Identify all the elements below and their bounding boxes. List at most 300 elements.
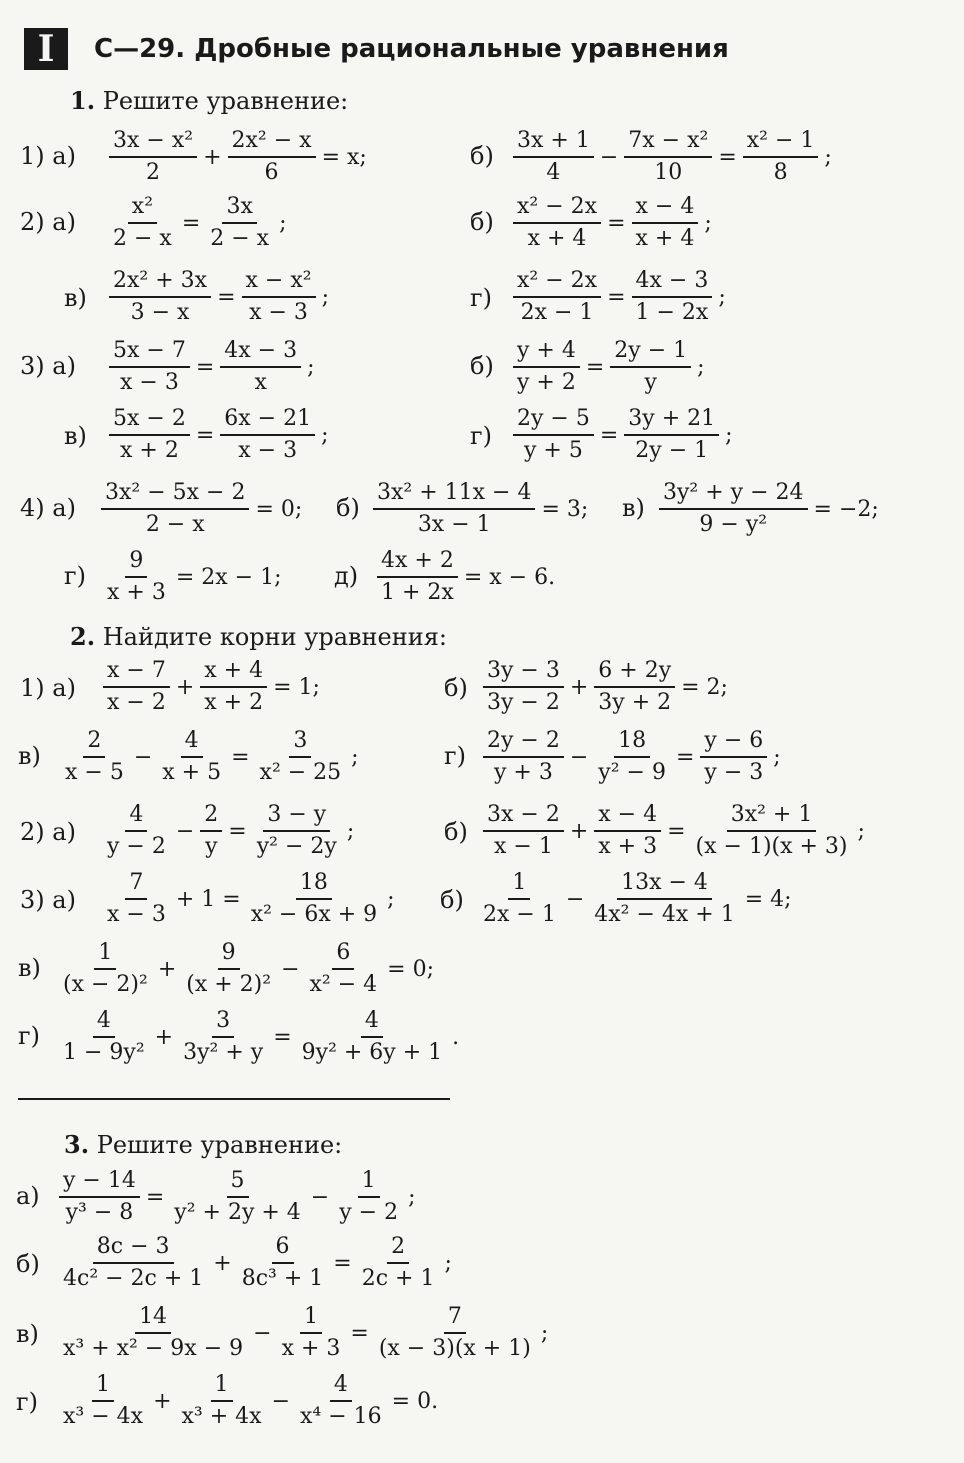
page-title: С—29. Дробные рациональные уравнения [94, 34, 729, 64]
label-s1-2g: г) [470, 284, 492, 312]
equation-s1-3b [510, 336, 708, 398]
fraction-denominator: (x − 1)(x + 3) [695, 834, 848, 859]
equation-s3-v [56, 1302, 551, 1364]
equation-text: = 0; [387, 956, 434, 982]
fraction-numerator: 18 [296, 868, 332, 900]
equation-text: = [273, 1024, 292, 1050]
equation-text: ; [279, 210, 287, 236]
fraction-denominator: 2x − 1 [520, 300, 594, 325]
fraction [59, 1232, 207, 1294]
fraction-numerator: 1 [211, 1370, 233, 1402]
fraction-numerator: 3x² − 5x − 2 [101, 478, 249, 510]
label-s1-3b: б) [470, 352, 494, 380]
label-s2-3g: г) [18, 1022, 40, 1050]
fraction-numerator: 4 [93, 1006, 115, 1038]
label-s1-4v: в) [622, 494, 645, 522]
fraction-numerator: x − 7 [103, 656, 170, 688]
fraction-denominator: (x − 3)(x + 1) [378, 1336, 531, 1361]
equation-text: + [569, 674, 589, 700]
fraction [200, 800, 222, 862]
fraction [182, 938, 275, 1000]
fraction-numerator: 6 [272, 1232, 294, 1264]
fraction-denominator: x³ + 4x [181, 1404, 262, 1429]
equation-text: + [175, 674, 195, 700]
label-s2-2a: 2) а) [20, 818, 76, 846]
equation-text: ; [346, 818, 355, 844]
equation-s1-4b [370, 478, 591, 540]
equation-s1-2b [510, 192, 715, 254]
fraction-numerator: 18 [614, 726, 650, 758]
equation-s1-1b [510, 126, 835, 188]
equation-text: − [599, 144, 619, 170]
fraction-denominator: x³ + x² − 9x − 9 [63, 1336, 244, 1361]
fraction [298, 1006, 447, 1068]
fraction-denominator: (x + 2)² [186, 972, 272, 997]
section-1-heading [70, 86, 348, 115]
fraction-denominator: x − 3 [249, 300, 308, 325]
fraction [220, 336, 301, 398]
equation-text: − [271, 1388, 290, 1414]
fraction-numerator: x − x² [242, 266, 316, 298]
fraction-denominator: 3x − 1 [417, 512, 491, 537]
fraction [594, 726, 670, 788]
equation-text: = 2; [681, 674, 728, 700]
fraction [59, 1006, 149, 1068]
fraction [335, 1166, 402, 1228]
fraction [256, 726, 346, 788]
fraction [306, 938, 382, 1000]
fraction-denominator: x + 3 [107, 580, 166, 605]
fraction [59, 1302, 247, 1364]
fraction-numerator: 3y² + y − 24 [659, 478, 808, 510]
equation-text: + 1 = [175, 886, 241, 912]
equation-s2-1g [480, 726, 784, 788]
fraction-numerator: x − 4 [632, 192, 699, 224]
equation-s1-3v [106, 404, 332, 466]
fraction-numerator: 2x² − x [228, 126, 316, 158]
label-s1-1b: б) [470, 142, 494, 170]
equation-s1-2v [106, 266, 332, 328]
section-3-number: 3. [64, 1130, 90, 1159]
fraction [206, 192, 273, 254]
fraction-denominator: x² − 25 [259, 760, 342, 785]
fraction [632, 266, 713, 328]
label-s1-3a: 3) а) [20, 352, 76, 380]
equation-text: = [228, 818, 247, 844]
fraction [109, 336, 190, 398]
fraction [296, 1370, 386, 1432]
fraction [590, 868, 738, 930]
fraction-denominator: x − 2 [107, 690, 166, 715]
equation-text: ; [321, 284, 329, 310]
equation-text: − [175, 818, 195, 844]
fraction-denominator: y² − 2y [256, 834, 337, 859]
equation-text: ; [444, 1250, 452, 1276]
fraction-numerator: 2y − 5 [513, 404, 594, 436]
fraction-numerator: 3y − 3 [483, 656, 564, 688]
fraction [170, 1166, 305, 1228]
fraction-denominator: y − 2 [107, 834, 166, 859]
fraction-denominator: 6 [264, 160, 279, 185]
fraction [632, 192, 699, 254]
fraction [59, 1370, 147, 1432]
fraction [178, 1370, 266, 1432]
label-s1-1a: 1) а) [20, 142, 76, 170]
equation-text: = 0. [391, 1388, 439, 1414]
equation-text: + [153, 1388, 172, 1414]
fraction-numerator: 2 [200, 800, 222, 832]
fraction-denominator: y [644, 370, 657, 395]
fraction [513, 126, 594, 188]
fraction [238, 1232, 328, 1294]
fraction-numerator: 2y − 1 [610, 336, 691, 368]
fraction-denominator: x − 5 [65, 760, 124, 785]
fraction-denominator: 2y − 1 [635, 438, 709, 463]
equation-text: = [599, 422, 619, 448]
label-s3-b: б) [16, 1250, 40, 1278]
equation-text: ; [540, 1320, 549, 1346]
fraction [59, 1166, 140, 1228]
fraction-denominator: x − 1 [494, 834, 553, 859]
equation-text: ; [725, 422, 733, 448]
label-s1-2v: в) [64, 284, 87, 312]
label-s1-4b: б) [336, 494, 360, 522]
fraction-denominator: 8c³ + 1 [241, 1266, 324, 1291]
fraction-numerator: 4 [330, 1370, 352, 1402]
label-s1-2b: б) [470, 208, 494, 236]
fraction-denominator: x³ − 4x [63, 1404, 144, 1429]
equation-text: = [217, 284, 236, 310]
fraction-numerator: 3 − y [263, 800, 330, 832]
fraction [109, 126, 197, 188]
fraction-numerator: 4x − 3 [220, 336, 301, 368]
fraction-numerator: 4x − 3 [632, 266, 713, 298]
label-s1-3g: г) [470, 422, 492, 450]
equation-text: + [569, 818, 589, 844]
equation-s1-3g [510, 404, 736, 466]
fraction-numerator: x² [128, 192, 157, 224]
fraction [513, 336, 580, 398]
label-s2-1v: в) [18, 742, 41, 770]
equation-text: = [675, 744, 695, 770]
fraction-denominator: 10 [654, 160, 683, 185]
fraction-denominator: 8 [773, 160, 788, 185]
label-s2-3v: в) [18, 954, 41, 982]
label-s3-g: г) [16, 1388, 38, 1416]
equation-text: − [569, 744, 589, 770]
equation-text: = [145, 1184, 165, 1210]
equation-s1-4v [656, 478, 882, 540]
equation-text: = [195, 422, 215, 448]
fraction-denominator: y² − 9 [598, 760, 666, 785]
fraction [513, 266, 601, 328]
fraction [594, 656, 675, 718]
section-1-number: 1. [70, 86, 96, 115]
label-s1-4d: д) [334, 562, 359, 590]
fraction-numerator: 3y + 21 [624, 404, 719, 436]
fraction [743, 126, 819, 188]
fraction [278, 1302, 345, 1364]
equation-s1-4a [98, 478, 305, 540]
fraction [158, 726, 225, 788]
fraction-denominator: y + 3 [493, 760, 553, 785]
equation-text: = −2; [813, 496, 879, 522]
section-2-title: Найдите корни уравнения: [102, 623, 447, 651]
equation-s2-3a [100, 868, 398, 930]
fraction-denominator: x + 4 [527, 226, 587, 251]
fraction-numerator: x² − 2x [513, 266, 601, 298]
equation-text: = [718, 144, 737, 170]
fraction [109, 266, 211, 328]
label-s2-1g: г) [444, 742, 466, 770]
equation-s2-3v [56, 938, 437, 1000]
fraction-denominator: 3y + 2 [598, 690, 672, 715]
fraction [253, 800, 341, 862]
fraction [103, 546, 170, 608]
fraction-denominator: y − 2 [339, 1200, 399, 1225]
label-s1-4a: 4) а) [20, 494, 76, 522]
equation-text: = [607, 284, 626, 310]
fraction-numerator: 3x − x² [109, 126, 197, 158]
fraction-numerator: 9 [218, 938, 240, 970]
equation-text: − [310, 1184, 330, 1210]
section-2-heading [70, 622, 447, 651]
divider-line [18, 1098, 450, 1100]
equation-text: . [452, 1024, 460, 1050]
equation-s2-1b [480, 656, 731, 718]
equation-text: = 4; [744, 886, 792, 912]
fraction-numerator: 2x² + 3x [109, 266, 211, 298]
fraction [624, 126, 712, 188]
equation-text: = x − 6. [463, 564, 556, 590]
fraction-numerator: 6 + 2y [594, 656, 675, 688]
equation-text: ; [307, 354, 315, 380]
equation-s2-2a [100, 800, 357, 862]
fraction-denominator: 3 − x [130, 300, 190, 325]
fraction-denominator: 2 − x [145, 512, 205, 537]
equation-text: = [181, 210, 201, 236]
fraction [375, 1302, 535, 1364]
fraction [200, 656, 267, 718]
fraction-denominator: x + 3 [281, 1336, 341, 1361]
fraction-denominator: x + 3 [598, 834, 658, 859]
fraction-denominator: y + 5 [523, 438, 583, 463]
fraction [377, 546, 458, 608]
fraction [483, 656, 564, 718]
equation-text: ; [773, 744, 781, 770]
fraction-numerator: 2 [387, 1232, 409, 1264]
label-s1-3v: в) [64, 422, 87, 450]
fraction [479, 868, 560, 930]
equation-text: = [350, 1320, 369, 1346]
fraction-numerator: 3x − 2 [483, 800, 564, 832]
equation-text: − [281, 956, 300, 982]
fraction [624, 404, 719, 466]
equation-s1-4g [100, 546, 285, 608]
fraction-numerator: 3 [212, 1006, 234, 1038]
fraction-numerator: 1 [358, 1166, 380, 1198]
fraction-denominator: 1 + 2x [381, 580, 454, 605]
fraction [103, 800, 170, 862]
equation-s2-1v [58, 726, 362, 788]
equation-text: = [607, 210, 626, 236]
fraction [103, 868, 170, 930]
equation-s2-1a [100, 656, 323, 718]
fraction-denominator: y [205, 834, 218, 859]
fraction-numerator: 4x + 2 [377, 546, 458, 578]
fraction-numerator: 3 [289, 726, 311, 758]
equation-text: − [565, 886, 585, 912]
fraction [109, 192, 176, 254]
section-badge: I [24, 28, 68, 70]
fraction-numerator: 5 [227, 1166, 249, 1198]
fraction [358, 1232, 439, 1294]
label-s2-3b: б) [440, 886, 464, 914]
fraction-denominator: x + 2 [120, 438, 179, 463]
section-3-title: Решите уравнение: [96, 1131, 343, 1159]
fraction-denominator: 1 − 9y² [63, 1040, 145, 1065]
fraction-denominator: 2x − 1 [483, 902, 556, 927]
fraction-numerator: 5x − 2 [109, 404, 190, 436]
fraction-denominator: 2c + 1 [361, 1266, 435, 1291]
fraction-denominator: x + 5 [162, 760, 222, 785]
fraction [101, 478, 249, 540]
fraction [513, 192, 601, 254]
fraction-numerator: 9 [125, 546, 147, 578]
equation-s1-3a [106, 336, 318, 398]
equation-text: + [203, 144, 222, 170]
equation-text: + [213, 1250, 232, 1276]
fraction-denominator: x + 2 [204, 690, 264, 715]
fraction [513, 404, 594, 466]
fraction [373, 478, 535, 540]
equation-s3-b [56, 1232, 455, 1294]
fraction-denominator: x − 3 [238, 438, 298, 463]
fraction-denominator: 4 [546, 160, 561, 185]
fraction-numerator: 4 [125, 800, 147, 832]
fraction [692, 800, 852, 862]
section-2-number: 2. [70, 622, 96, 651]
fraction-denominator: 2 [146, 160, 161, 185]
fraction-denominator: 2 − x [210, 226, 270, 251]
fraction-denominator: 1 − 2x [635, 300, 709, 325]
equation-text: = [195, 354, 215, 380]
fraction-numerator: 3x + 1 [513, 126, 594, 158]
fraction-numerator: y − 14 [59, 1166, 140, 1198]
equation-text: = x; [321, 144, 367, 170]
fraction-denominator: 4c² − 2c + 1 [63, 1266, 204, 1291]
fraction-numerator: 3x² + 11x − 4 [373, 478, 535, 510]
fraction-numerator: x − 4 [594, 800, 661, 832]
fraction-numerator: 3x² + 1 [727, 800, 817, 832]
equation-text: ; [408, 1184, 416, 1210]
fraction [700, 726, 767, 788]
equation-s2-2b [480, 800, 868, 862]
equation-text: = [667, 818, 686, 844]
fraction [483, 800, 564, 862]
fraction-denominator: 3y − 2 [487, 690, 560, 715]
fraction-numerator: 6x − 21 [220, 404, 315, 436]
fraction [179, 1006, 267, 1068]
fraction-denominator: x² − 6x + 9 [250, 902, 378, 927]
equation-text: ; [697, 354, 705, 380]
equation-text: ; [824, 144, 832, 170]
label-s2-2b: б) [444, 818, 468, 846]
equation-text: = 1; [273, 674, 320, 700]
equation-text: ; [704, 210, 712, 236]
fraction [247, 868, 381, 930]
fraction-numerator: 7 [444, 1302, 466, 1334]
label-s3-v: в) [16, 1320, 39, 1348]
fraction-denominator: x⁴ − 16 [300, 1404, 382, 1429]
equation-text: ; [718, 284, 726, 310]
equation-s1-2g [510, 266, 729, 328]
equation-text: + [154, 1024, 174, 1050]
fraction-numerator: 8c − 3 [93, 1232, 174, 1264]
fraction-numerator: 14 [135, 1302, 171, 1334]
fraction-numerator: 6 [332, 938, 354, 970]
equation-s1-2a [106, 192, 290, 254]
fraction-denominator: 2 − x [113, 226, 172, 251]
fraction-numerator: y − 6 [700, 726, 767, 758]
equation-text: = [333, 1250, 352, 1276]
equation-text: ; [857, 818, 865, 844]
fraction-denominator: x² − 4 [309, 972, 378, 997]
fraction [610, 336, 691, 398]
section-1-title: Решите уравнение: [102, 87, 349, 115]
fraction-numerator: 4 [181, 726, 203, 758]
fraction-numerator: x² − 1 [743, 126, 819, 158]
fraction [109, 404, 190, 466]
fraction-numerator: 5x − 7 [109, 336, 190, 368]
label-s2-3a: 3) а) [20, 886, 76, 914]
label-s2-1b: б) [444, 674, 468, 702]
fraction-denominator: x − 3 [120, 370, 179, 395]
label-s3-a: а) [16, 1182, 40, 1210]
equation-text: = [585, 354, 605, 380]
fraction-numerator: x² − 2x [513, 192, 601, 224]
equation-text: ; [321, 422, 329, 448]
fraction [61, 726, 128, 788]
fraction-denominator: y³ − 8 [65, 1200, 134, 1225]
fraction [659, 478, 808, 540]
fraction-denominator: y − 3 [704, 760, 764, 785]
fraction-numerator: 1 [94, 938, 116, 970]
equation-text: ; [387, 886, 395, 912]
fraction [220, 404, 315, 466]
label-s2-1a: 1) а) [20, 674, 76, 702]
fraction-denominator: 4x² − 4x + 1 [594, 902, 735, 927]
equation-text: − [133, 744, 153, 770]
fraction-numerator: y + 4 [513, 336, 580, 368]
fraction-numerator: 2y − 2 [483, 726, 564, 758]
equation-s2-3g [56, 1006, 462, 1068]
section-3-heading [64, 1130, 342, 1159]
fraction-denominator: y² + 2y + 4 [174, 1200, 301, 1225]
equation-text: = 2x − 1; [175, 564, 282, 590]
equation-text: − [253, 1320, 272, 1346]
fraction-numerator: 4 [361, 1006, 383, 1038]
equation-text: = [231, 744, 250, 770]
fraction-numerator: 1 [92, 1370, 114, 1402]
fraction-numerator: 1 [300, 1302, 322, 1334]
equation-text: ; [351, 744, 359, 770]
fraction-denominator: x − 3 [107, 902, 166, 927]
fraction [103, 656, 170, 718]
equation-s1-1a [106, 126, 370, 188]
equation-text: = 3; [541, 496, 589, 522]
fraction [242, 266, 316, 328]
